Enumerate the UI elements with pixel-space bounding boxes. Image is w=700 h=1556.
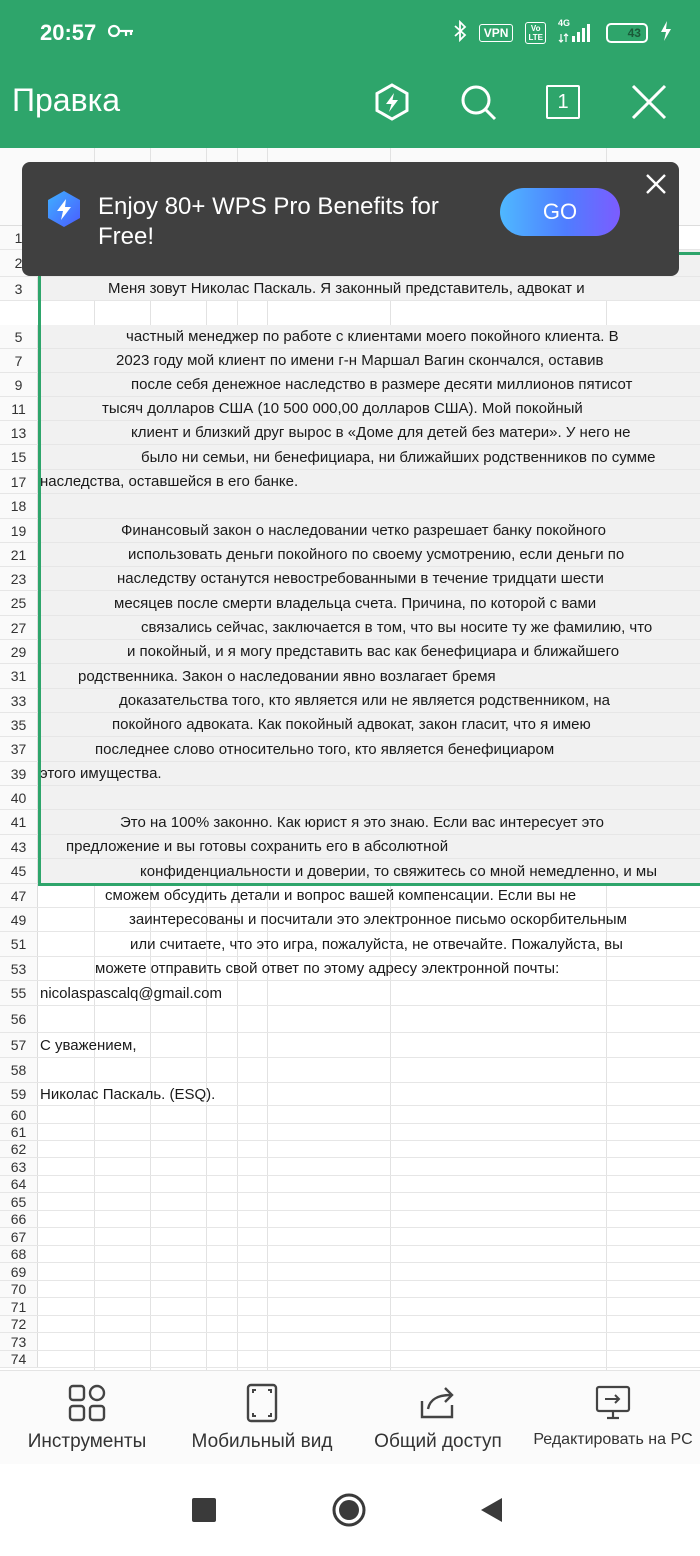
selection-range[interactable] [38,252,700,886]
battery-indicator: 43 [606,23,648,43]
cell-text[interactable]: тысяч долларов США (10 500 000,00 долларов США). Мой покойный [102,400,583,417]
cell-text[interactable]: С уважением, [40,1036,137,1054]
table-row[interactable] [0,884,700,908]
cell-text[interactable]: Финансовый закон о наследовании четко разрешает банку покойного [121,522,606,539]
row-number[interactable]: 60 [0,1106,38,1123]
share-icon [418,1383,458,1423]
table-row[interactable] [0,1158,700,1176]
bottom-toolbar [0,1370,700,1464]
row-number[interactable]: 67 [0,1228,38,1245]
row-number[interactable]: 45 [0,859,38,883]
table-row[interactable] [0,932,700,957]
table-row[interactable] [0,957,700,981]
cell-text[interactable]: сможем обсудить детали и вопрос вашей компенсации. Если вы не [105,887,577,904]
wps-pro-icon [46,190,82,233]
row-number[interactable]: 51 [0,932,38,956]
row-number[interactable]: 57 [0,1033,38,1057]
vpn-key-icon [108,24,134,43]
share-label: Общий доступ [374,1431,502,1452]
cell-text[interactable]: Меня зовут Николас Паскаль. Я законный представитель, адвокат и [108,280,585,297]
table-row[interactable] [0,1033,700,1058]
cell-text[interactable]: наследству останутся невостребованными в течение тридцати шести [117,570,604,587]
row-number[interactable]: 61 [0,1124,38,1140]
cell-text[interactable]: доказательства того, кто является или не является родственником, на [119,692,610,709]
row-number[interactable]: 23 [0,567,38,590]
row-number[interactable]: 49 [0,908,38,931]
table-row[interactable] [0,1228,700,1246]
cell-text[interactable]: конфиденциальности и доверии, то свяжитесь со мной немедленно, и мы [140,862,658,880]
monitor-icon [593,1383,633,1423]
edit-on-pc-button[interactable] [530,1371,696,1465]
tab-count: 1 [546,85,580,119]
row-number[interactable]: 72 [0,1316,38,1332]
table-row[interactable] [0,1281,700,1298]
status-bar [0,0,700,68]
mobile-view-button[interactable] [182,1371,342,1465]
cell-text[interactable]: связались сейчас, заключается в том, что вы носите ту же фамилию, что [141,619,653,636]
row-number[interactable]: 3 [0,277,38,300]
recents-square-icon[interactable] [192,1498,216,1522]
row-number[interactable]: 40 [0,786,38,809]
row-number[interactable]: 66 [0,1211,38,1227]
row-number[interactable]: 39 [0,762,38,785]
row-number[interactable]: 41 [0,810,38,834]
table-row[interactable] [0,1083,700,1106]
table-row[interactable] [0,1298,700,1316]
mobile-view-icon [242,1383,282,1423]
row-number[interactable]: 62 [0,1141,38,1157]
row-number[interactable]: 7 [0,349,38,372]
row-number[interactable]: 63 [0,1158,38,1175]
row-number[interactable]: 65 [0,1193,38,1210]
row-number[interactable]: 21 [0,543,38,566]
spreadsheet-grid[interactable] [0,148,700,1370]
row-number[interactable]: 25 [0,591,38,615]
cell-text[interactable]: предложение и вы готовы сохранить его в абсолютной [66,838,449,855]
row-number[interactable]: 59 [0,1083,38,1105]
charging-icon [660,21,672,44]
volte-badge: Vo LTE [525,22,546,44]
cell-text[interactable]: Николас Паскаль. (ESQ). [40,1085,216,1103]
tools-button[interactable] [14,1371,160,1465]
table-row[interactable] [0,981,700,1006]
table-row[interactable] [0,908,700,932]
edit-on-pc-label: Редактировать на PC [533,1431,693,1448]
page-title: Правка [12,82,121,118]
row-number[interactable]: 69 [0,1263,38,1280]
cell-text[interactable]: покойного адвоката. Как покойный адвокат, закон гласит, что я имею [112,716,591,733]
cell-text[interactable]: месяцев после смерти владельца счета. Причина, по которой с вами [114,594,597,612]
cell-text[interactable]: nicolaspascalq@gmail.com [40,984,222,1002]
promo-text: Enjoy 80+ WPS Pro Benefits for Free! [98,193,439,250]
table-row[interactable] [0,1351,700,1368]
cell-text[interactable]: заинтересованы и посчитали это электронное письмо оскорбительным [129,911,627,928]
cell-text[interactable]: использовать деньги покойного по своему усмотрению, если деньги по [128,546,625,563]
row-number[interactable]: 47 [0,884,38,907]
cell-text[interactable]: частный менеджер по работе с клиентами моего покойного клиента. В [126,328,619,345]
mobile-view-label: Мобильный вид [191,1431,333,1452]
row-number[interactable]: 64 [0,1176,38,1192]
share-button[interactable] [366,1371,510,1465]
cell-text[interactable]: родственника. Закон о наследовании явно возлагает бремя [78,667,496,685]
status-time: 20:57 [40,20,97,45]
vpn-badge: VPN [479,24,514,42]
table-row[interactable] [0,1211,700,1228]
row-number[interactable]: 11 [0,397,38,420]
table-row[interactable] [0,1124,700,1141]
table-row[interactable] [0,1058,700,1083]
cell-text[interactable]: 2023 году мой клиент по имени г-н Маршал Вагин скончался, оставив [116,352,604,369]
row-number[interactable]: 31 [0,664,38,688]
cell-text[interactable]: и покойный, и я могу представить вас как бенефициара и ближайшего [127,643,620,660]
row-number[interactable]: 53 [0,957,38,980]
back-triangle-icon[interactable] [480,1497,504,1523]
row-number[interactable]: 73 [0,1333,38,1350]
network-type: 4G [558,17,571,28]
row-number[interactable]: 13 [0,421,38,444]
row-number[interactable]: 35 [0,713,38,736]
row-number[interactable]: 15 [0,445,38,469]
cell-text[interactable]: последнее слово относительно того, кто является бенефициаром [95,740,555,758]
signal-icon [558,17,594,44]
row-number[interactable]: 1 [0,226,38,249]
pro-hexagon-icon[interactable] [370,80,414,124]
row-number[interactable]: 74 [0,1351,38,1367]
table-row[interactable] [0,1263,700,1281]
cell-text[interactable]: клиент и близкий друг вырос в «Доме для детей без матери». У него не [131,424,631,441]
row-number[interactable]: 58 [0,1058,38,1082]
row-number[interactable]: 43 [0,835,38,858]
table-row[interactable] [0,1193,700,1211]
row-number[interactable]: 33 [0,689,38,712]
row-number[interactable]: 71 [0,1298,38,1315]
app-bar [0,68,700,148]
table-row[interactable] [0,1316,700,1333]
cell-text[interactable]: Это на 100% законно. Как юрист я это знаю. Если вас интересует это [120,813,605,831]
table-row[interactable] [0,1176,700,1193]
row-number[interactable]: 2 [0,250,38,276]
table-row[interactable] [0,1141,700,1158]
table-row[interactable] [0,1246,700,1263]
table-row[interactable] [0,1106,700,1124]
tabs-counter-icon[interactable] [541,80,585,124]
row-number[interactable]: 68 [0,1246,38,1262]
row-number[interactable]: 17 [0,470,38,493]
row-number[interactable]: 27 [0,616,38,639]
row-number[interactable]: 56 [0,1006,38,1032]
close-icon[interactable] [627,80,671,124]
row-number[interactable]: 29 [0,640,38,663]
table-row[interactable] [0,1006,700,1033]
go-button[interactable]: GO [500,188,620,236]
tools-grid-icon [67,1383,107,1423]
home-circle-icon[interactable] [331,1492,367,1528]
pro-promo-banner[interactable] [22,162,679,276]
row-number[interactable]: 37 [0,737,38,761]
cell-text[interactable]: наследства, оставшейся в его банке. [40,473,299,490]
row-number[interactable]: 19 [0,519,38,542]
search-icon[interactable] [456,80,500,124]
cell-text[interactable]: после себя денежное наследство в размере десяти миллионов пятисот [131,376,633,393]
row-number[interactable]: 70 [0,1281,38,1297]
tools-label: Инструменты [27,1431,147,1452]
bluetooth-icon [453,20,467,45]
row-number[interactable]: 5 [0,325,38,348]
cell-text[interactable]: можете отправить свой ответ по этому адресу электронной почты: [95,960,560,977]
promo-close-icon[interactable] [642,170,670,198]
cell-text[interactable]: или считаете, что это игра, пожалуйста, не отвечайте. Пожалуйста, вы [130,935,623,953]
row-number[interactable]: 55 [0,981,38,1005]
row-number[interactable]: 18 [0,494,38,518]
table-row[interactable] [0,1333,700,1351]
cell-text[interactable]: было ни семьи, ни бенефициара, ни ближайших родственников по сумме [141,448,656,466]
row-number[interactable]: 9 [0,373,38,396]
system-nav-bar [0,1464,700,1556]
cell-text[interactable]: этого имущества. [40,765,162,782]
